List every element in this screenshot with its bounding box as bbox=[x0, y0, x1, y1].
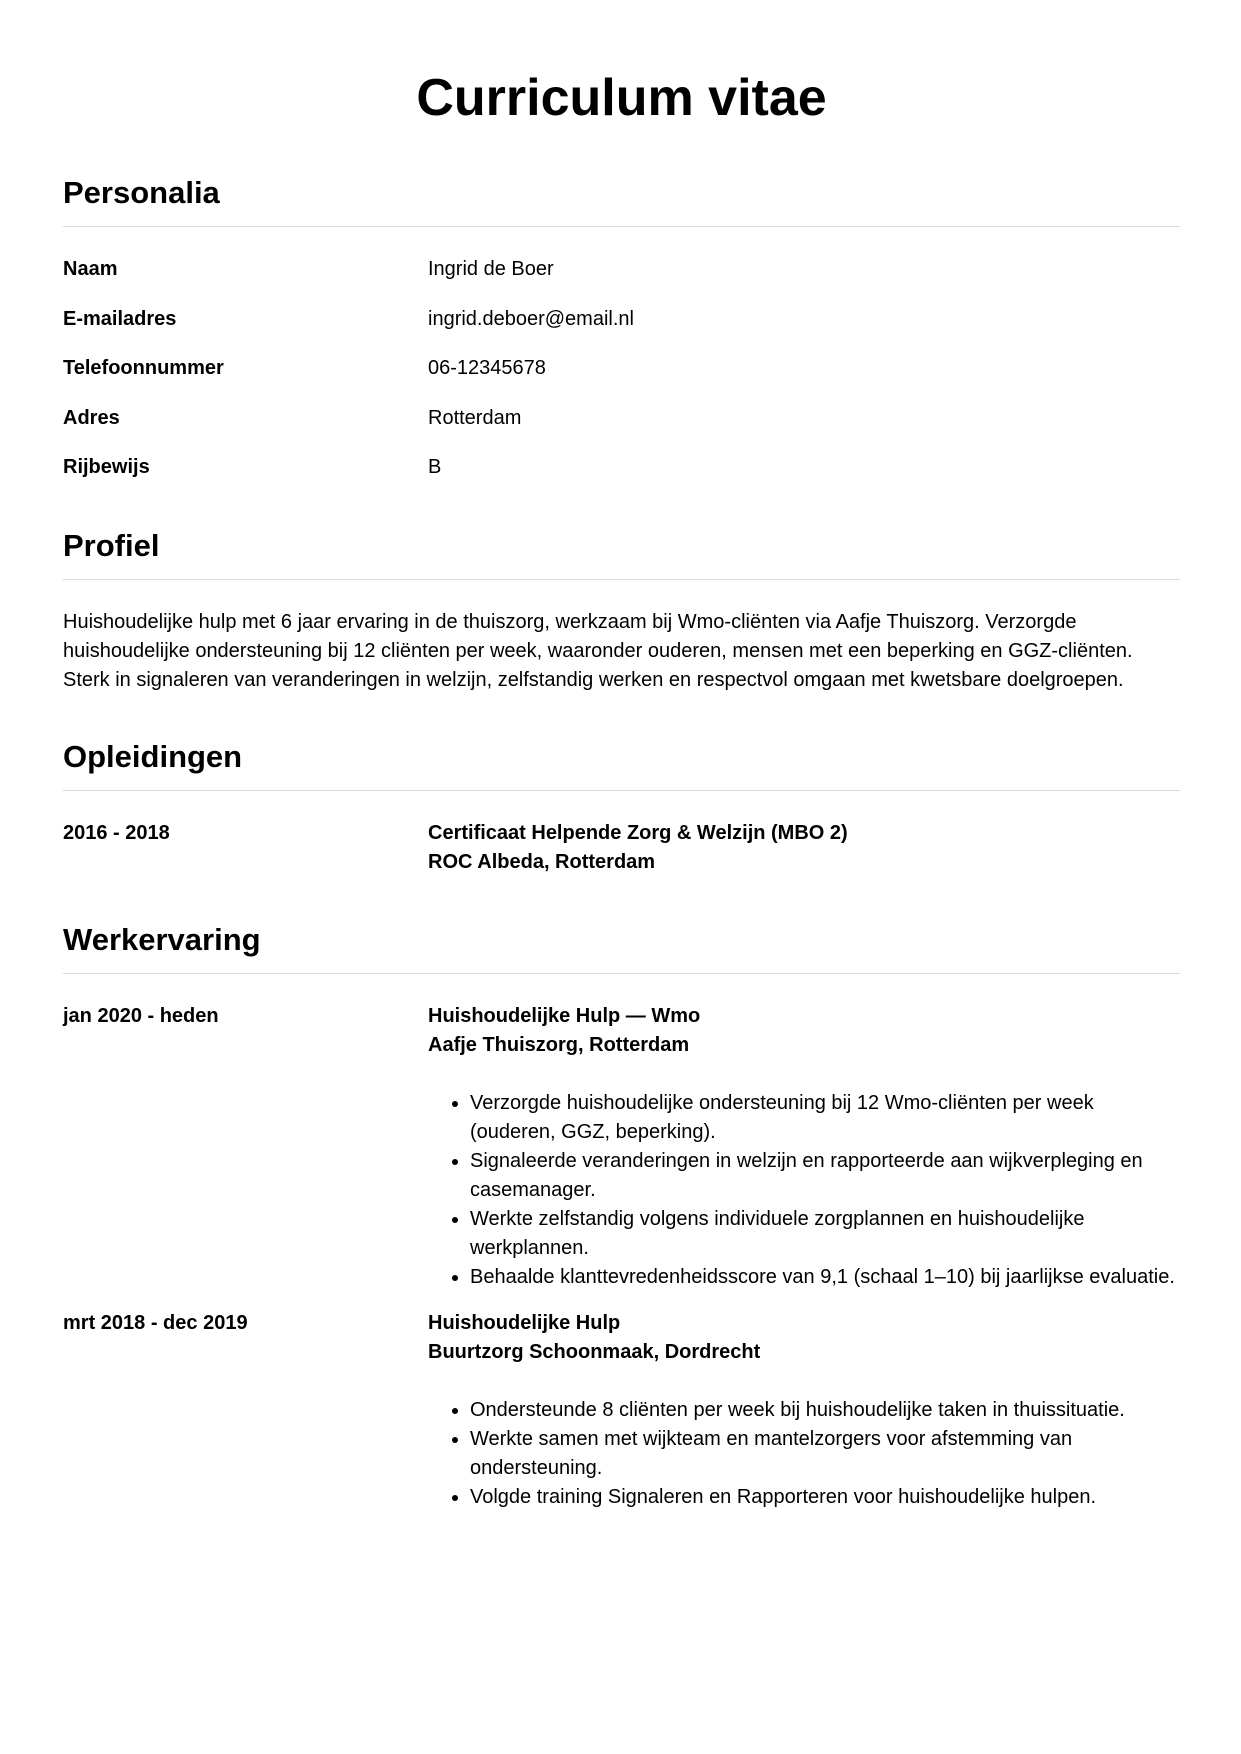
section-heading-opleidingen: Opleidingen bbox=[63, 738, 1180, 791]
section-heading-profiel: Profiel bbox=[63, 527, 1180, 580]
work-employer: Buurtzorg Schoonmaak, Dordrecht bbox=[428, 1341, 761, 1363]
work-bullet-list bbox=[428, 1089, 1180, 1292]
field-value: ingrid.deboer@email.nl bbox=[428, 307, 634, 330]
field-value: Ingrid de Boer bbox=[428, 258, 554, 280]
work-period: mrt 2018 - dec 2019 bbox=[63, 1312, 248, 1334]
field-label: Telefoonnummer bbox=[63, 357, 224, 379]
work-title: Huishoudelijke Hulp — Wmo bbox=[428, 1005, 701, 1027]
field-label: Rijbewijs bbox=[63, 456, 150, 478]
list-item: • Ondersteunde 8 cliënten per week bij huishoudelijke taken in thuissituatie. bbox=[470, 1396, 1180, 1425]
education-entry bbox=[63, 819, 1180, 877]
personal-row-phone bbox=[63, 354, 1180, 404]
education-title: Certificaat Helpende Zorg & Welzijn (MBO 2) bbox=[428, 822, 848, 844]
work-title: Huishoudelijke Hulp bbox=[428, 1312, 621, 1334]
personal-row-address bbox=[63, 404, 1180, 454]
list-item: • Werkte zelfstandig volgens individuele zorgplannen en huishoudelijke werkplannen. bbox=[470, 1205, 1180, 1263]
field-label: Adres bbox=[63, 406, 120, 429]
list-item: • Signaleerde veranderingen in welzijn en rapporteerde aan wijkverpleging en casemanager. bbox=[470, 1147, 1180, 1205]
work-bullet-list bbox=[428, 1396, 1180, 1512]
work-entry bbox=[63, 1309, 1180, 1512]
field-value: B bbox=[428, 456, 442, 478]
list-item: • Werkte samen met wijkteam en mantelzorgers voor afstemming van ondersteuning. bbox=[470, 1425, 1180, 1483]
work-entry bbox=[63, 1002, 1180, 1292]
work-details bbox=[428, 1309, 1180, 1512]
field-value: Rotterdam bbox=[428, 406, 522, 429]
profile-text: Huishoudelijke hulp met 6 jaar ervaring in de thuiszorg, werkzaam bij Wmo-cliënten via Aafje Thuiszorg. Verzorgde huishoudelijke ondersteuning bij 12 cliënten per week, waaronder ouderen, mensen met een beperking en GGZ-cliënten. Sterk in signaleren van veranderingen in welzijn, zelfstandig werken en respectvol omgaan met kwetsbare doelgroepen. bbox=[63, 611, 1133, 691]
field-label: Naam bbox=[63, 258, 118, 280]
work-details bbox=[428, 1002, 1180, 1292]
section-werkervaring bbox=[63, 921, 1180, 1512]
personal-row-email bbox=[63, 305, 1180, 355]
section-opleidingen bbox=[63, 738, 1180, 877]
education-period: 2016 - 2018 bbox=[63, 822, 170, 844]
document-title: Curriculum vitae bbox=[416, 69, 827, 127]
section-heading-werkervaring: Werkervaring bbox=[63, 921, 1180, 974]
list-item: • Verzorgde huishoudelijke ondersteuning bij 12 Wmo-cliënten per week (ouderen, GGZ, beperking). bbox=[470, 1089, 1180, 1147]
personal-details-list bbox=[63, 255, 1180, 503]
work-period: jan 2020 - heden bbox=[63, 1005, 219, 1027]
field-value: 06-12345678 bbox=[428, 357, 546, 379]
section-personalia bbox=[63, 174, 1180, 503]
education-details bbox=[428, 819, 1180, 877]
work-employer: Aafje Thuiszorg, Rotterdam bbox=[428, 1034, 690, 1056]
list-item: • Behaalde klanttevredenheidsscore van 9,1 (schaal 1–10) bij jaarlijkse evaluatie. bbox=[470, 1263, 1180, 1292]
section-heading-personalia: Personalia bbox=[63, 174, 1180, 227]
education-institution: ROC Albeda, Rotterdam bbox=[428, 851, 656, 873]
field-label: E-mailadres bbox=[63, 307, 177, 330]
section-profiel bbox=[63, 527, 1180, 695]
list-item: • Volgde training Signaleren en Rapporteren voor huishoudelijke hulpen. bbox=[470, 1483, 1180, 1512]
personal-row-name bbox=[63, 255, 1180, 305]
personal-row-license bbox=[63, 453, 1180, 503]
